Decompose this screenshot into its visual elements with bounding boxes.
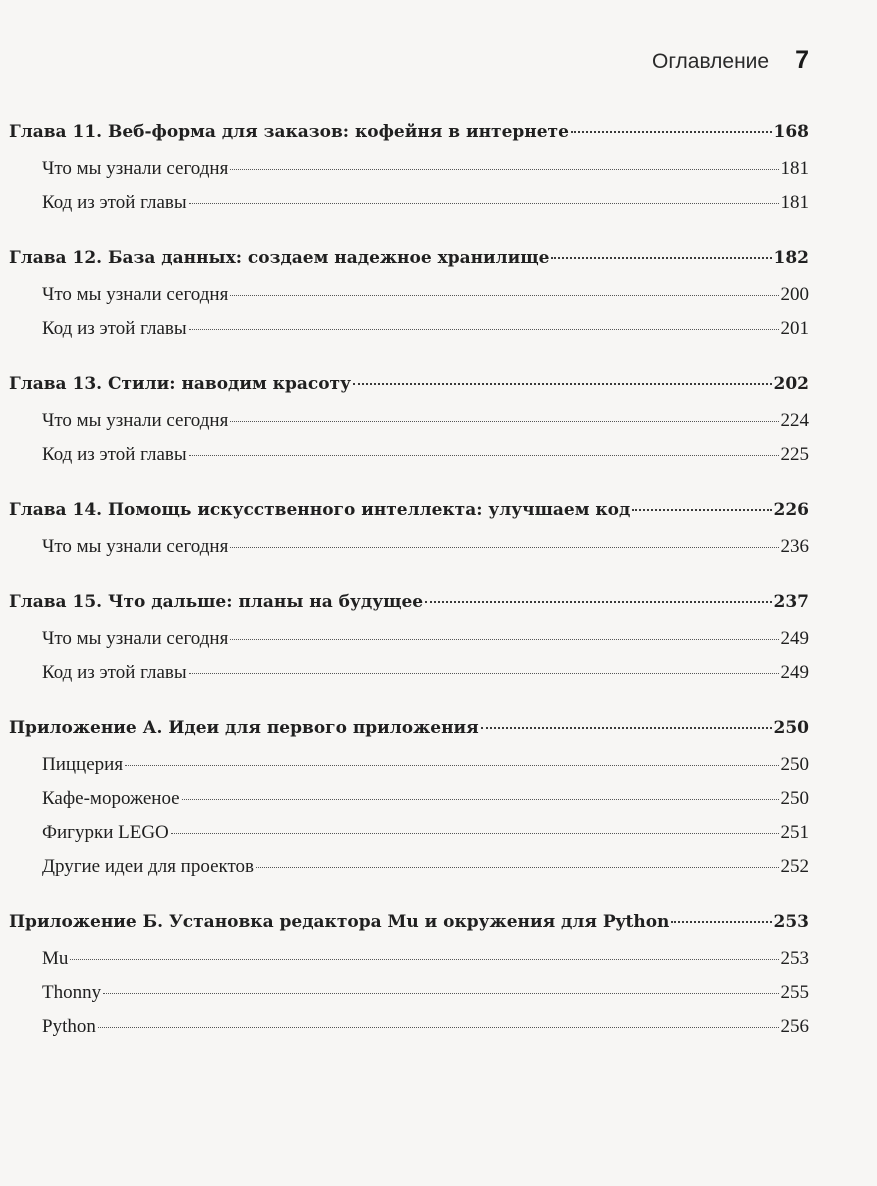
toc-subsection-entry[interactable] xyxy=(9,410,809,444)
toc-subsection-entry-page: 255 xyxy=(780,982,809,1003)
toc-subsection-entry-title: Другие идеи для проектов xyxy=(42,856,255,877)
toc-chapter-entry[interactable] xyxy=(9,248,809,284)
toc-subsection-entry-page: 200 xyxy=(780,284,809,305)
toc-chapter-entry-page: 202 xyxy=(773,374,809,394)
dot-leader xyxy=(189,329,779,330)
toc-subsection-entry-title: Кафе-мороженое xyxy=(42,788,180,809)
dot-leader xyxy=(571,131,772,133)
toc-subsection-entry-page: 201 xyxy=(780,318,809,339)
toc-subsection-entry[interactable] xyxy=(9,444,809,478)
toc-subsection-entry[interactable] xyxy=(9,536,809,570)
toc-chapter-entry-page: 237 xyxy=(773,592,809,612)
toc-subsection-entry[interactable] xyxy=(9,788,809,822)
toc-subsection-entry-page: 225 xyxy=(780,444,809,465)
dot-leader xyxy=(353,383,772,385)
toc-subsection-entry-page: 251 xyxy=(780,822,809,843)
toc-section xyxy=(9,122,809,226)
toc-subsection-entry[interactable] xyxy=(9,192,809,226)
dot-leader xyxy=(189,455,779,456)
toc-subsection-entry-title: Thonny xyxy=(42,982,102,1003)
toc-subsection-entry-title: Что мы узнали сегодня xyxy=(42,410,229,431)
toc-chapter-entry-title: Приложение Б. Установка редактора Mu и окружения для Python xyxy=(9,912,670,932)
toc-subsection-entry-title: Фигурки LEGO xyxy=(42,822,169,843)
toc-chapter-entry-page: 226 xyxy=(773,500,809,520)
toc-subsection-entry-page: 253 xyxy=(780,948,809,969)
dot-leader xyxy=(125,765,778,766)
toc-subsection-entry-title: Что мы узнали сегодня xyxy=(42,628,229,649)
toc-subsection-entry-page: 250 xyxy=(780,788,809,809)
toc-subsection-entry[interactable] xyxy=(9,982,809,1016)
dot-leader xyxy=(230,295,778,296)
dot-leader xyxy=(70,959,778,960)
toc-subsection-entry-title: Код из этой главы xyxy=(42,192,187,213)
toc-subsection-entry-page: 224 xyxy=(780,410,809,431)
dot-leader xyxy=(189,673,779,674)
dot-leader xyxy=(425,601,771,603)
toc-section xyxy=(9,374,809,478)
toc-chapter-entry-page: 182 xyxy=(773,248,809,268)
toc-subsection-entry-title: Код из этой главы xyxy=(42,662,187,683)
toc-chapter-entry-title: Глава 12. База данных: создаем надежное хранилище xyxy=(9,248,550,268)
toc-subsection-entry[interactable] xyxy=(9,318,809,352)
toc-chapter-entry-title: Приложение А. Идеи для первого приложения xyxy=(9,718,479,738)
toc-chapter-entry-title: Глава 13. Стили: наводим красоту xyxy=(9,374,351,394)
dot-leader xyxy=(103,993,778,994)
dot-leader xyxy=(171,833,779,834)
dot-leader xyxy=(671,921,771,923)
toc-subsection-entry-page: 252 xyxy=(780,856,809,877)
toc-subsection-entry-title: Что мы узнали сегодня xyxy=(42,284,229,305)
toc-subsection-entry-page: 249 xyxy=(780,628,809,649)
toc-section xyxy=(9,912,809,1050)
dot-leader xyxy=(256,867,778,868)
toc-subsection-entry[interactable] xyxy=(9,1016,809,1050)
toc-subsection-entry-title: Mu xyxy=(42,948,69,969)
toc-chapter-entry[interactable] xyxy=(9,718,809,754)
toc-subsection-entry[interactable] xyxy=(9,284,809,318)
dot-leader xyxy=(632,509,771,511)
toc-subsection-entry[interactable] xyxy=(9,822,809,856)
toc-subsection-entry-page: 236 xyxy=(780,536,809,557)
dot-leader xyxy=(182,799,779,800)
dot-leader xyxy=(230,547,778,548)
toc-chapter-entry[interactable] xyxy=(9,122,809,158)
toc-subsection-entry-page: 249 xyxy=(780,662,809,683)
toc-subsection-entry-title: Что мы узнали сегодня xyxy=(42,158,229,179)
toc-subsection-entry-page: 181 xyxy=(780,192,809,213)
toc-subsection-entry-title: Что мы узнали сегодня xyxy=(42,536,229,557)
toc-section xyxy=(9,592,809,696)
dot-leader xyxy=(551,257,771,259)
toc-subsection-entry[interactable] xyxy=(9,856,809,890)
toc-subsection-entry-page: 256 xyxy=(780,1016,809,1037)
toc-subsection-entry-title: Код из этой главы xyxy=(42,318,187,339)
header-title: Оглавление xyxy=(652,50,770,73)
toc-subsection-entry-title: Пиццерия xyxy=(42,754,124,775)
toc-chapter-entry[interactable] xyxy=(9,500,809,536)
toc-subsection-entry-title: Код из этой главы xyxy=(42,444,187,465)
toc-subsection-entry[interactable] xyxy=(9,948,809,982)
dot-leader xyxy=(98,1027,779,1028)
toc-chapter-entry-title: Глава 15. Что дальше: планы на будущее xyxy=(9,592,424,612)
toc-subsection-entry[interactable] xyxy=(9,754,809,788)
toc-subsection-entry[interactable] xyxy=(9,628,809,662)
toc-chapter-entry-page: 250 xyxy=(773,718,809,738)
page-number: 7 xyxy=(795,46,809,74)
toc-subsection-entry-page: 181 xyxy=(780,158,809,179)
toc-section xyxy=(9,718,809,890)
toc-chapter-entry-page: 168 xyxy=(773,122,809,142)
dot-leader xyxy=(230,169,778,170)
toc-chapter-entry-title: Глава 11. Веб-форма для заказов: кофейня в интернете xyxy=(9,122,569,142)
running-header xyxy=(652,46,809,75)
dot-leader xyxy=(481,727,772,729)
toc-chapter-entry[interactable] xyxy=(9,592,809,628)
dot-leader xyxy=(189,203,779,204)
toc-subsection-entry-title: Python xyxy=(42,1016,96,1037)
table-of-contents xyxy=(9,122,809,1072)
dot-leader xyxy=(230,421,778,422)
toc-chapter-entry-page: 253 xyxy=(773,912,809,932)
toc-subsection-entry[interactable] xyxy=(9,158,809,192)
toc-chapter-entry[interactable] xyxy=(9,374,809,410)
toc-chapter-entry[interactable] xyxy=(9,912,809,948)
toc-chapter-entry-title: Глава 14. Помощь искусственного интеллекта: улучшаем код xyxy=(9,500,631,520)
dot-leader xyxy=(230,639,778,640)
toc-section xyxy=(9,248,809,352)
toc-section xyxy=(9,500,809,570)
toc-subsection-entry[interactable] xyxy=(9,662,809,696)
toc-subsection-entry-page: 250 xyxy=(780,754,809,775)
